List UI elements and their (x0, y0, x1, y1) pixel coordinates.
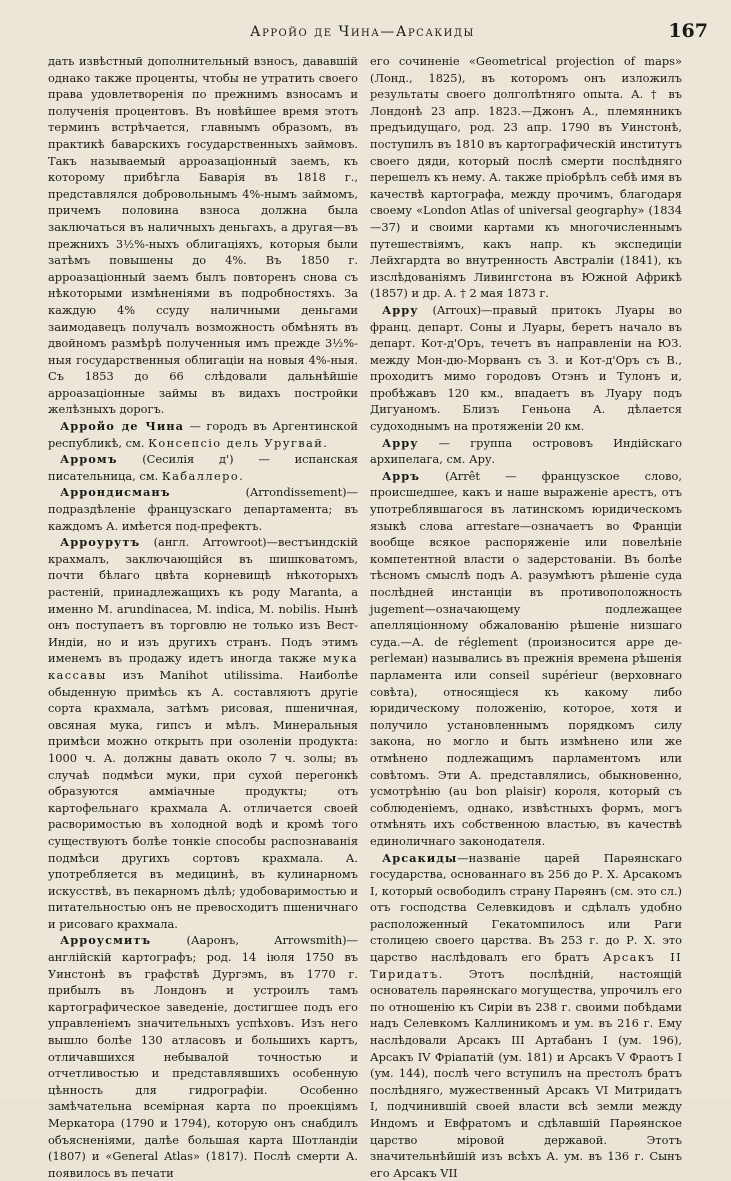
entry-arsacids (370, 850, 682, 1181)
entry-text: (англ. Arrowroot)—вестъиндскій крахмалъ, заключающійся въ шишковатомъ, почти бѣлаго цвѣта корневищѣ нѣкоторыхъ растеній, принадлежащихъ къ роду Maranta, а именно M. arundinacea, M. indica, M. nobilis. Нынѣ онъ поступаетъ въ торговлю не только изъ Вест-Индіи, но и изъ другихъ странъ. Подъ этимъ именемъ въ продажу идетъ иногда также (48, 535, 358, 665)
right-column (370, 53, 682, 1083)
entry-arrowsmith (48, 932, 358, 1181)
entry-arru-islands (370, 435, 682, 468)
entry-text: (Аарoнъ, Arrowsmith)—англійскій картографъ; род. 14 іюля 1750 въ Уинстонѣ въ графствѣ Дургэмъ, въ 1770 г. прибылъ въ Лондонъ и устроилъ тамъ картографическое заведеніе, достигшее подъ его управленіемъ значительныхъ успѣховъ. Изъ него вышло болѣе 130 атласовъ и большихъ картъ, отличавшихся небывалой точностью и отчетливостью и представлявшихъ особенную цѣнность для гидрографіи. Особенно замѣчательна всемірная карта по проекціямъ Меркатора (1790 и 1794), которую онъ снабдилъ объясненіями, далѣе большая карта Шотландіи (1807) и «General Atlas» (1817). Послѣ смерти А. появилось въ печати (48, 933, 358, 1179)
entry-term: Аррондисманъ (60, 485, 170, 499)
entry-term: Арру (382, 303, 419, 317)
left-column (48, 53, 358, 1083)
entry-arroyo-de-china (48, 418, 358, 451)
entry-text: (Arrondissement)—подраздѣленіе французскаго департамента; въ каждомъ А. имѣется под-префектъ. (48, 485, 358, 532)
entry-text: — городъ въ Аргентинской республикѣ, см. (48, 419, 358, 450)
page-number: 167 (668, 20, 708, 42)
entry-text: изъ Manihot utilissima. Наиболѣе обыденную примѣсь къ А. составляютъ другіе сорта крахмала, затѣмъ рисовая, пшеничная, овсяная мука, гипсъ и мѣлъ. Минеральныя примѣси можно открыть при озоленіи продукта: 1000 ч. А. должны давать около 7 ч. золы; въ случаѣ подмѣси муки, при сухой перегонкѣ образуются амміачные продукты; отъ картофельнаго крахмала А. отличается своей расворимостью въ холодной водѣ и кромѣ того существуютъ болѣе тонкіе способы распознаванія подмѣси другихъ сортовъ крахмала. А. употребляется въ медицинѣ, въ кулинарномъ искусствѣ, въ пекарномъ дѣлѣ; удобоваримостью и питательностью онъ не превосходитъ пшеничнаго и рисоваго крахмала. (48, 668, 358, 931)
entry-arrom (48, 451, 358, 484)
spaced-phrase: мука кассавы (48, 651, 358, 682)
entry-text: Этотъ послѣдній, настоящій основатель парѳянскаго могущества, упрочилъ его по отношенію къ Сиріи въ 238 г. своими побѣдами надъ Селевкомъ Каллиникомъ и ум. въ 216 г. Ему наслѣдовали Арсакъ III Артабанъ I (ум. 196), Арсакъ IV Фріапатій (ум. 181) и Арсакъ V Фраотъ I (ум. 144), послѣ чего вступилъ на престолъ братъ послѣдняго, мужественный Арсакъ VI Митридатъ I, подчинившій своей власти всѣ земли между Индомъ и Евфратомъ и сдѣлавшій Парѳянское царство міровой державой. Этотъ значительнѣйшій изъ всѣхъ А. ум. въ 136 г. Сынъ его Арсакъ VII (370, 967, 682, 1180)
entry-text: — группа острововъ Индійскаго архипелага, см. Ару. (370, 436, 682, 467)
entry-reference: Кабаллеро. (162, 469, 244, 483)
entry-text: (Arroux)—правый притокъ Луары во франц. департ. Соны и Луары, беретъ начало въ департ. Кот-д'Оръ, течетъ въ направленіи на ЮЗ. между Мон-дю-Морванъ съ З. и Кот-д'Оръ съ В., проходитъ мимо городовъ Отэнъ и Тулонъ и, пробѣжавъ 120 км., впадаетъ въ Луару подъ Дигуаномъ. Близъ Геньона А. дѣлается судоходнымъ на протяженіи 20 км. (370, 303, 682, 433)
entry-text: —названіе царей Парѳянскаго государства, основаннаго въ 256 до Р. Х. Арсакомъ I, который освободилъ страну Парѳянъ (см. это сл.) отъ господства Селевкидовъ и сдѣлалъ удобно расположенный Гекатомпилосъ или Раги столицею своего царства. Въ 253 г. до Р. Х. это царство наслѣдовалъ его братъ (370, 851, 682, 965)
paragraph: дать извѣстный дополнительный взносъ, дававшій однако также проценты, чтобы не утратить своего права удовлетворенія по прежнимъ взносамъ и полученія процентовъ. Въ новѣйшее время этотъ терминъ встрѣчается, главнымъ образомъ, въ практикѣ баварскихъ государственныхъ займовъ. Такъ называемый арроазаціонный заемъ, къ которому прибѣгла Баварія въ 1818 г., представлялся добровольнымъ 4%-нымъ займомъ, причемъ половина взноса должна была заключаться въ наличныхъ деньгахъ, а другая—въ прежнихъ 3½%-ныхъ облигаціяхъ, которыя были затѣмъ повышены до 4%. Въ 1850 г. арроазаціонный заемъ былъ повторенъ снова съ нѣкоторыми измѣненіями въ подробностяхъ. За каждую 4% ссуду наличными деньгами заимодавецъ получалъ возможность обмѣнять въ двойномъ размѣрѣ полученныя имъ прежде 3½%-ныя государственныя облигаціи на новыя 4%-ныя. Съ 1853 до 66 слѣдовали дальнѣйшіе арроазаціонные займы въ видахъ постройки желѣзныхъ дорогъ. (48, 53, 358, 418)
entry-arrondissement (48, 484, 358, 534)
entry-term: Арръ (382, 469, 420, 483)
entry-arrowroot (48, 534, 358, 932)
entry-arret (370, 468, 682, 850)
entry-term: Арроусмитъ (60, 933, 151, 947)
entry-text: (Arrêt — французское слово, происшедшее, какъ и наше выраженіе арестъ, отъ употреблявшагося въ латинскомъ юридическомъ языкѣ слова arrestare—означаетъ во Франціи вообще всякое распоряженіе или повелѣніе компетентной власти о задерстованіи. Въ болѣе тѣсномъ смыслѣ подъ А. разумѣютъ рѣшеніе суда послѣдней инстанціи въ противоположность jugement—означающему подлежащее апелляціонному обжалованію рѣшеніе низшаго суда.—А. de réglement (произносится арре де-регleман) назывались въ прежнія времена рѣшенія парламента или conseil supérieur (верховнаго совѣта), относящіеся къ какому либо юридическому положенію, которое, хотя и получило установленнымъ порядкомъ силу закона, но могло и быть измѣнено или же отмѣнено подлежащимъ парламентомъ или совѣтомъ. Эти А. представлялись, обыкновенно, усмотрѣнію (au bon plaisir) короля, который съ соблюденіемъ, однако, извѣстныхъ формъ, могъ отмѣнять ихъ собственною властью, въ качествѣ единоличнаго законодателя. (370, 469, 682, 848)
entry-term: Арроурутъ (60, 535, 140, 549)
entry-term: Арсакиды (382, 851, 457, 865)
entry-term: Арройо де Чина (60, 419, 184, 433)
entry-arroux (370, 302, 682, 435)
spaced-phrase: Арсакъ II Тиридатъ. (370, 950, 682, 981)
entry-reference: Консепсіо дель Уругвай. (148, 436, 328, 450)
entry-term: Арру (382, 436, 419, 450)
entry-text: (Сесилія д') — испанская писательница, см. (48, 452, 358, 483)
page-header (0, 22, 731, 46)
paragraph: его сочиненіе «Geometrical projection of maps» (Лонд., 1825), въ которомъ онъ изложилъ результаты своего долголѣтняго опыта. А. † въ Лондонѣ 23 апр. 1823.—Джонъ А., племянникъ предъидущаго, род. 23 апр. 1790 въ Уинстонѣ, поступилъ въ 1810 въ картографическій институтъ своего дяди, который послѣ смерти послѣдняго перешелъ къ нему. А. также пріобрѣлъ себѣ имя въ качествѣ картографа, между прочимъ, благодаря своему «London Atlas of universal geography» (1834—37) и своими картами къ многочисленнымъ путешествіямъ, какъ напр. къ экспедиціи Лейхгардта во внутренность Австраліи (1841), къ изслѣдованіямъ Ливингстона въ Южной Африкѣ (1857) и др. А. † 2 мая 1873 г. (370, 53, 682, 302)
entry-term: Арромъ (60, 452, 117, 466)
running-title: Арройо де Чина—Арсакиды (250, 24, 475, 40)
